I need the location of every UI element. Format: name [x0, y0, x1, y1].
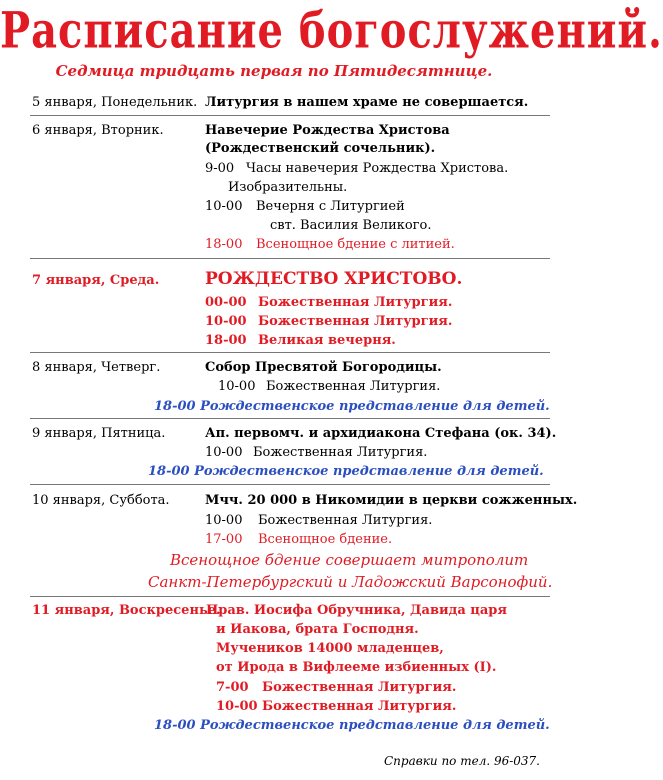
- page-subtitle: Седмица тридцать первая по Пятидесятнице.: [55, 62, 493, 80]
- service-time: 17-00: [205, 532, 243, 547]
- day-main: Прав. Иосифа Обручника, Давида царя: [206, 603, 507, 618]
- divider: [30, 258, 550, 259]
- service-time: 9-00: [205, 161, 235, 176]
- service-time: 18-00: [205, 333, 247, 348]
- service-time: 10-00: [205, 314, 247, 329]
- divider: [30, 418, 550, 419]
- children-event: 18-00 Рождественское представление для детей.: [148, 464, 544, 479]
- service-time: 10-00: [205, 445, 243, 460]
- divider: [30, 484, 550, 485]
- divider: [30, 596, 550, 597]
- day-main: Навечерие Рождества Христова: [205, 123, 450, 138]
- service-time: 00-00: [205, 295, 247, 310]
- day-date: 7 января, Среда.: [32, 273, 160, 288]
- service-time: 18-00: [205, 237, 243, 252]
- service-text: Всенощное бдение.: [258, 532, 393, 547]
- service-text: Божественная Литургия.: [262, 699, 457, 714]
- service-time: 10-00: [205, 513, 243, 528]
- day-main: от Ирода в Вифлееме избиенных (I).: [216, 660, 497, 675]
- day-main: Мчч. 20 000 в Никомидии в церкви сожженных.: [205, 493, 578, 508]
- day-main: Литургия в нашем храме не совершается.: [205, 95, 529, 110]
- service-text: Всенощное бдение с литией.: [256, 237, 455, 252]
- service-text: свт. Василия Великого.: [270, 218, 432, 233]
- service-time: 7-00: [216, 680, 249, 695]
- service-text: Изобразительны.: [228, 180, 348, 195]
- day-date: 8 января, Четверг.: [32, 360, 161, 375]
- day-date: 5 января, Понедельник.: [32, 95, 198, 110]
- children-event: 18-00 Рождественское представление для детей.: [154, 718, 550, 733]
- day-date: 6 января, Вторник.: [32, 123, 164, 138]
- day-main: и Иакова, брата Господня.: [216, 622, 419, 637]
- service-time: 10-00: [218, 379, 256, 394]
- day-main: Собор Пресвятой Богородицы.: [205, 360, 442, 375]
- day-date: 9 января, Пятница.: [32, 426, 166, 441]
- service-text: Божественная Литургия.: [258, 513, 433, 528]
- day-main: Ап. первомч. и архидиакона Стефана (ок. 34).: [205, 426, 557, 441]
- page-title: Расписание богослужений.: [0, 1, 663, 60]
- service-text: Божественная Литургия.: [266, 379, 441, 394]
- service-text: Вечерня с Литургией: [256, 199, 405, 214]
- service-time: 10-00: [216, 699, 258, 714]
- service-time: 10-00: [205, 199, 243, 214]
- service-text: Божественная Литургия.: [262, 680, 457, 695]
- day-main: Мучеников 14000 младенцев,: [216, 641, 444, 656]
- divider: [30, 115, 550, 116]
- divider: [30, 352, 550, 353]
- service-note: Всенощное бдение совершает митрополит: [170, 551, 529, 569]
- day-date: 11 января, Воскресенье.: [32, 603, 221, 618]
- service-text: Божественная Литургия.: [253, 445, 428, 460]
- footer-phone: Справки по тел. 96-037.: [384, 754, 540, 768]
- service-text: Божественная Литургия.: [258, 295, 453, 310]
- service-text: Божественная Литургия.: [258, 314, 453, 329]
- day-date: 10 января, Суббота.: [32, 493, 170, 508]
- service-note: Санкт-Петербургский и Ладожский Варсонофий.: [148, 573, 553, 591]
- service-text: Великая вечерня.: [258, 333, 396, 348]
- service-text: Часы навечерия Рождества Христова.: [246, 161, 509, 176]
- children-event: 18-00 Рождественское представление для детей.: [154, 399, 550, 414]
- day-main: (Рождественский сочельник).: [205, 141, 436, 156]
- day-main: РОЖДЕСТВО ХРИСТОВО.: [205, 269, 463, 289]
